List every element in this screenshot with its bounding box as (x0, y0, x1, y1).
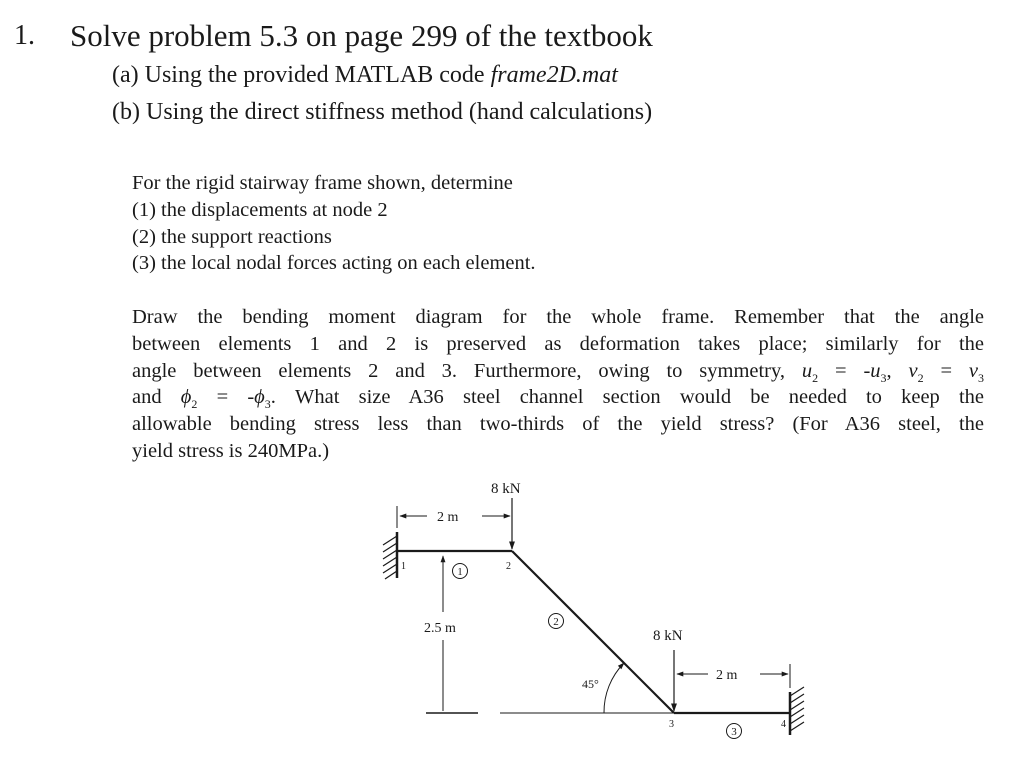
v3-subscript: 3 (978, 370, 985, 385)
part-a (112, 62, 618, 89)
equals-sign: = (835, 359, 847, 382)
top-dim-label: 2 m (437, 510, 459, 525)
node-3-label: 3 (669, 719, 674, 730)
node-4-label: 4 (781, 719, 786, 730)
u2-subscript: 2 (812, 370, 819, 385)
comma: , (886, 359, 892, 382)
paragraph-line-5: allowable bending stress less than two-thirds of the yield stress? (For A36 steel, the (132, 413, 984, 436)
intro-line-3: (2) the support reactions (132, 225, 332, 248)
paragraph-line-3-text: angle between elements 2 and 3. Furthermore, owing to symmetry, (132, 359, 786, 382)
part-a-filename: frame2D.mat (490, 62, 618, 88)
angle-label: 45° (582, 677, 599, 691)
intro-line-2: (1) the displacements at node 2 (132, 198, 388, 221)
paragraph-line-4 (132, 384, 984, 411)
node-2-label: 2 (506, 561, 511, 572)
intro-block (132, 170, 536, 277)
angle-arc (604, 663, 624, 713)
stairway-frame-figure (370, 470, 820, 755)
question-number: 1. (14, 20, 35, 51)
height-dim-label: 2.5 m (424, 621, 456, 636)
element-1-marker (453, 564, 468, 579)
u2-symbol: u (801, 359, 813, 382)
paragraph-line-1: Draw the bending moment diagram for the whole frame. Remember that the angle (132, 306, 984, 328)
right-dim-label: 2 m (716, 668, 738, 683)
u3-subscript: 3 (880, 370, 887, 385)
phi2-symbol: ϕ (180, 386, 192, 409)
right-fixed-support (790, 687, 804, 735)
right-load-label: 8 kN (653, 628, 683, 644)
top-load-label: 8 kN (491, 481, 521, 497)
phi3-subscript: 3 (264, 397, 271, 412)
phi2-subscript: 2 (191, 397, 198, 412)
paragraph-line-6: yield stress is 240MPa.) (132, 439, 330, 462)
u3-symbol: -u (863, 359, 881, 382)
phi3-symbol: -ϕ (247, 386, 265, 409)
element-3-marker (727, 724, 742, 739)
v2-subscript: 2 (917, 370, 924, 385)
intro-line-1: For the rigid stairway frame shown, determine (132, 172, 513, 194)
problem-paragraph (132, 304, 984, 465)
equals-sign: = (940, 359, 953, 382)
paragraph-line-3 (132, 358, 984, 385)
element-1-label: 1 (457, 566, 463, 578)
paragraph-line-2: between elements 1 and 2 is preserved as deformation takes place; similarly for the (132, 332, 984, 355)
question-title: Solve problem 5.3 on page 299 of the textbook (70, 18, 653, 53)
left-fixed-support (383, 532, 397, 579)
part-b: (b) Using the direct stiffness method (hand calculations) (112, 99, 653, 125)
and-word: and (132, 386, 162, 409)
element-2-marker (549, 614, 564, 629)
paragraph-line-4-text: . What size A36 steel channel section would be needed to keep the (270, 386, 985, 409)
node-1-label: 1 (401, 561, 406, 572)
part-a-text: (a) Using the provided MATLAB code (112, 62, 491, 88)
element-2-label: 2 (553, 616, 559, 628)
intro-line-4: (3) the local nodal forces acting on each element. (132, 252, 536, 275)
equals-sign: = (216, 386, 229, 409)
element-3-label: 3 (731, 726, 737, 738)
v2-symbol: v (908, 359, 918, 382)
v3-symbol: v (968, 359, 979, 382)
